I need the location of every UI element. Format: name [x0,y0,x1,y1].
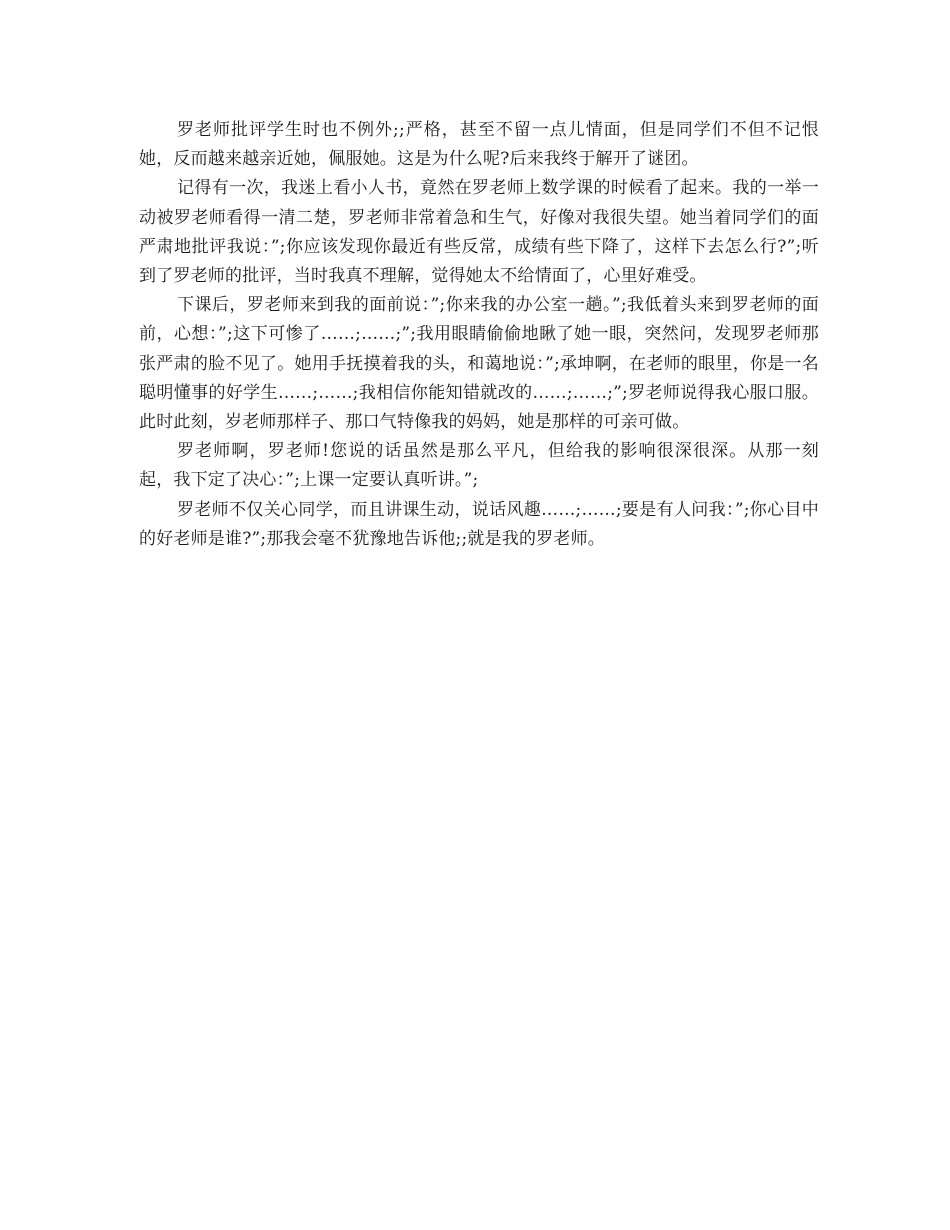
paragraph-2: 记得有一次，我迷上看小人书，竟然在罗老师上数学课的时候看了起来。我的一举一动被罗老师看得一清二楚，罗老师非常着急和生气，好像对我很失望。她当着同学们的面严肃地批评我说：”;你应该发现你最近有些反常，成绩有些下降了，这样下去怎么行?”;听到了罗老师的批评，当时我真不理解，觉得她太不给情面了，心里好难受。 [139,178,819,287]
paragraph-3: 下课后，罗老师来到我的面前说：”;你来我的办公室一趟。”;我低着头来到罗老师的面前，心想：”;这下可惨了……;……;”;我用眼睛偷偷地瞅了她一眼，突然问，发现罗老师那张严肃的脸不见了。她用手抚摸着我的头，和蔼地说：”;承坤啊，在老师的眼里，你是一名聪明懂事的好学生……;……;我相信你能知错就改的……;……;”;罗老师说得我心服口服。此时此刻，岁老师那样子、那口气特像我的妈妈，她是那样的可亲可做。 [139,295,819,433]
paragraph-1: 罗老师批评学生时也不例外;;严格，甚至不留一点儿情面，但是同学们不但不记恨她，反而越来越亲近她，佩服她。这是为什么呢?后来我终于解开了谜团。 [139,120,819,170]
paragraph-4: 罗老师啊，罗老师!您说的话虽然是那么平凡，但给我的影响很深很深。从那一刻起，我下定了决心：”;上课一定要认真听讲。”; [139,441,819,491]
paragraph-5: 罗老师不仅关心同学，而且讲课生动，说话风趣……;……;要是有人问我：”;你心目中的好老师是谁?”;那我会毫不犹豫地告诉他;;就是我的罗老师。 [139,499,819,549]
document-body [139,116,819,554]
